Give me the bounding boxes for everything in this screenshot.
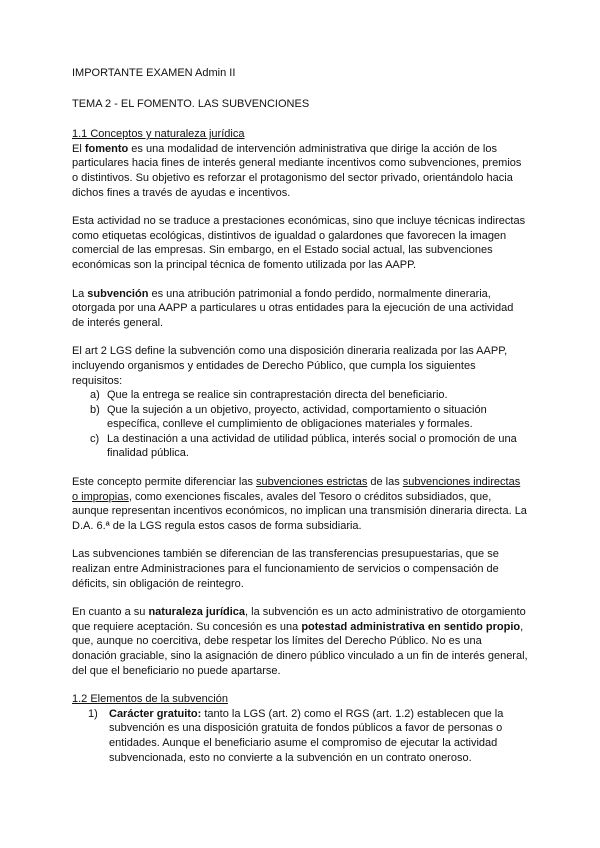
term-subvenciones-estrictas: subvenciones estrictas [256, 476, 368, 489]
list-item: a) Que la entrega se realice sin contraprestación directa del beneficiario. [90, 389, 448, 402]
list-item: 1) Carácter gratuito: tanto la LGS (art. 2) como el RGS (art. 1.2) establecen que la subvención es una disposición gratuita de fondos públicos a favor de personas o entidades. Aunque el beneficiario asume el compromiso de ejecutar la actividad subvencionada, esto no convierte a la subvención en un contrato oneroso. [88, 707, 504, 764]
paragraph-naturaleza-juridica: En cuanto a su naturaleza jurídica, la subvención es un acto administrativo de otorgamiento que requiere aceptación. Su concesión es una potestad administrativa en sentido propio, que, aunque no coercitiva, debe respetar los límites del Derecho Público. No es una donación graciable, sino la asignación de dinero público vinculado a un fin de interés general, del que el beneficiario no puede apartarse. [72, 606, 528, 677]
list-item: b) Que la sujeción a un objetivo, proyecto, actividad, comportamiento o situación específica, conlleve el cumplimiento de obligaciones materiales y formales. [90, 403, 487, 431]
section-heading-1-1: 1.1 Conceptos y naturaleza jurídica [72, 128, 245, 141]
term-potestad-administrativa: potestad administrativa en sentido propio [301, 620, 521, 633]
term-subvencion: subvención [87, 287, 149, 300]
elements-list [72, 707, 528, 765]
term-caracter-gratuito: Carácter gratuito: [109, 707, 202, 720]
paragraph-tecnicas: Esta actividad no se traduce a prestaciones económicas, sino que incluye técnicas indirectas como etiquetas ecológicas, distintivos de igualdad o galardones que favorecen la imagen comercial de las empresas. Sin embargo, en el Estado social actual, las subvenciones económicas son la principal técnica de fomento utilizada por las AAPP. [72, 215, 526, 271]
paragraph-transferencias: Las subvenciones también se diferencian de las transferencias presupuestarias, que se realizan entre Administraciones para el funcionamiento de servicios o compensación de déficits, sin obligación de reintegro. [72, 548, 499, 590]
term-naturaleza-juridica: naturaleza jurídica [148, 606, 246, 619]
paragraph-art2-lgs: El art 2 LGS define la subvención como una disposición dineraria realizada por las AAPP, incluyendo organismos y entidades de Derecho Público, que cumpla los siguientes requisitos: [72, 345, 508, 387]
paragraph-subvencion: La subvención es una atribución patrimonial a fondo perdido, normalmente dineraria, otorgada por una AAPP a particulares u otras entidades para la ejecución de una actividad de interés general. [72, 287, 514, 329]
term-subvenciones-indirectas: subvenciones indirectas o impropias [72, 476, 521, 503]
requirements-list [72, 388, 528, 461]
paragraph-subvenciones-estrictas: Este concepto permite diferenciar las subvenciones estrictas de las subvenciones indirectas o impropias, como exenciones fiscales, avales del Tesoro o créditos subsidiados, que, aunque representan incentivos económicos, no implican una transmisión dineraria directa. La D.A. 6.ª de la LGS regula estos casos de forma subsidiaria. [72, 476, 527, 532]
list-item: c) La destinación a una actividad de utilidad pública, interés social o promoción de una finalidad pública. [90, 432, 517, 460]
topic-title: TEMA 2 - EL FOMENTO. LAS SUBVENCIONES [72, 97, 310, 110]
document-title: IMPORTANTE EXAMEN Admin II [72, 67, 236, 79]
term-fomento: fomento [84, 142, 129, 155]
section-heading-1-2: 1.2 Elementos de la subvención [72, 693, 228, 706]
paragraph-fomento: El fomento es una modalidad de intervención administrativa que dirige la acción de los particulares hacia fines de interés general mediante incentivos como subvenciones, premios o distintivos. Su objetivo es reforzar el protagonismo del sector privado, orientándolo hacia dichos fines a través de ayudas e incentivos. [72, 142, 522, 199]
